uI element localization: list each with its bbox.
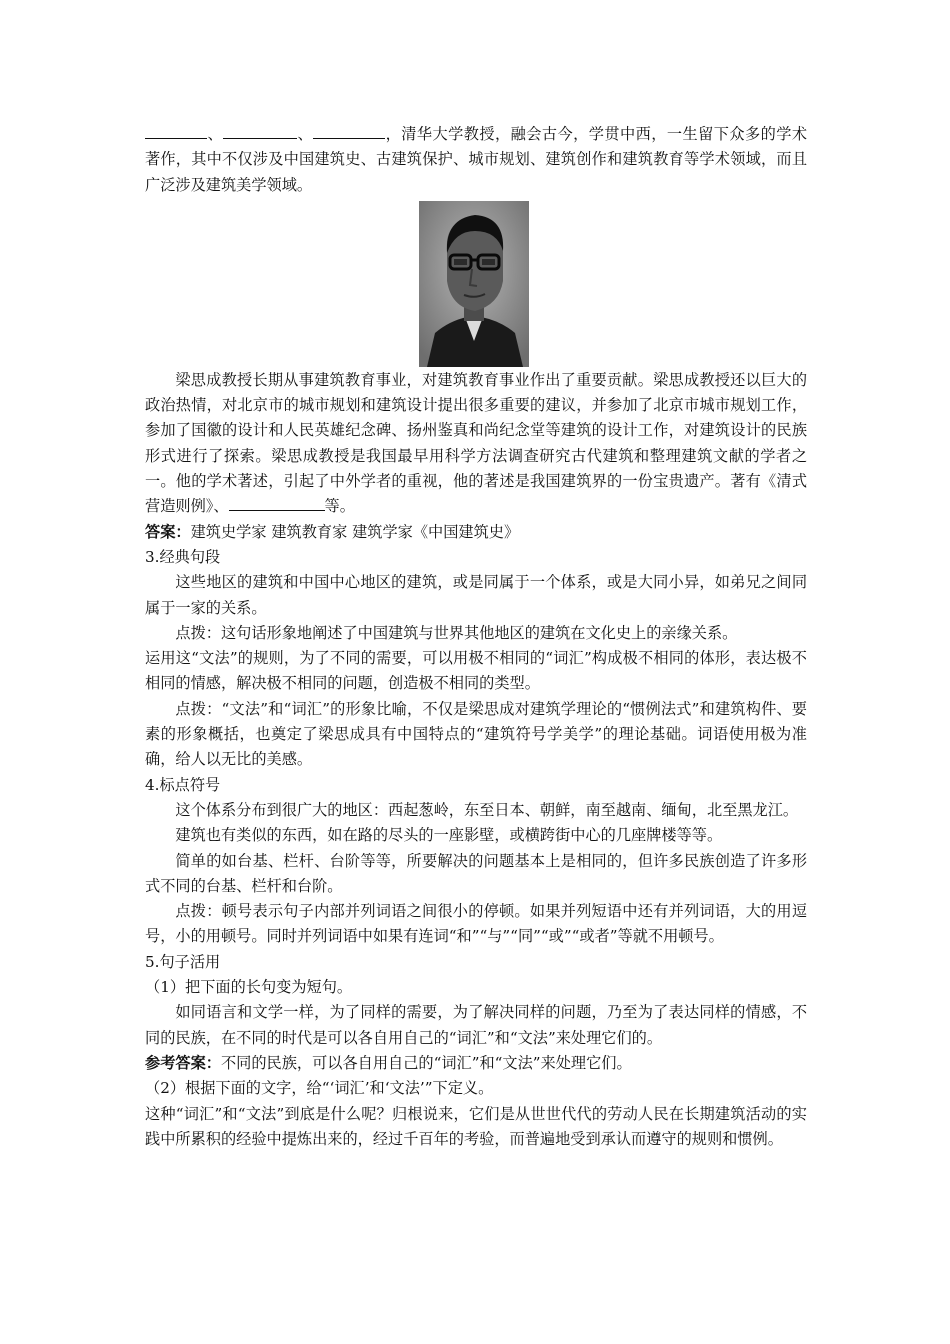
section-5-heading: 5.句子活用	[145, 952, 221, 971]
portrait-illustration	[419, 201, 529, 367]
fill-blank-3[interactable]	[313, 123, 385, 139]
sec4-example-2: 建筑也有类似的东西，如在路的尽头的一座影壁，或横跨街中心的几座牌楼等等。	[175, 826, 723, 845]
section-3-heading: 3.经典句段	[145, 547, 221, 566]
answer-text: 建筑史学家 建筑教育家 建筑学家《中国建筑史》	[190, 522, 520, 541]
fill-blank-2[interactable]	[223, 123, 297, 139]
portrait-area	[145, 198, 807, 368]
sec5-question-2: （2）根据下面的文字，给“‘词汇’和‘文法’”下定义。	[145, 1079, 494, 1098]
section-4-heading: 4.标点符号	[145, 775, 221, 794]
intro-paragraph: 、 、 ，清华大学教授，融会古今，学贯中西，一生留下众多的学术著作，其中不仅涉及中国建筑史、古建筑保护、城市规划、建筑创作和建筑教育等学术领域，而且广泛涉及建筑美学领域。	[145, 125, 807, 194]
sec3-note-2: 点拨：“文法”和“词汇”的形象比喻，不仅是梁思成对建筑学理论的“惯例法式”和建筑构件、要素的形象概括，也奠定了梁思成具有中国特点的“建筑符号学美学”的理论基础。词语使用极为准确，给人以无比的美感。	[145, 699, 807, 769]
fill-blank-1[interactable]	[145, 123, 207, 139]
bio-paragraph: 梁思成教授长期从事建筑教育事业，对建筑教育事业作出了重要贡献。梁思成教授还以巨大的政治热情，对北京市的城市规划和建筑设计提出很多重要的建议，并参加了北京市城市规划工作，参加了国徽的设计和人民英雄纪念碑、扬州鉴真和尚纪念堂等建筑的设计工作，对建筑设计的民族形式进行了探索。梁思成教授是我国最早用科学方法调查研究古代建筑和整理建筑文献的学者之一。他的学术著述，引起了中外学者的重视，他的著述是我国建筑界的一份宝贵遗产。著有《清式营造则例》、 等。	[145, 370, 807, 516]
sec5-question-2-text: 这种“词汇”和“文法”到底是什么呢？归根说来，它们是从世世代代的劳动人民在长期建筑活动的实践中所累积的经验中提炼出来的，经过千百年的考验，而普遍地受到承认而遵守的规则和惯例。	[145, 1104, 807, 1148]
fill-blank-4[interactable]	[229, 495, 325, 511]
sec3-quote-1: 这些地区的建筑和中国中心地区的建筑，或是同属于一个体系，或是大同小异，如弟兄之间同属于一家的关系。	[145, 573, 807, 617]
reference-answer-label: 参考答案：	[145, 1053, 221, 1072]
sec4-example-1: 这个体系分布到很广大的地区：西起葱岭，东至日本、朝鲜，南至越南、缅甸，北至黑龙江。	[175, 800, 799, 819]
sec4-example-3: 简单的如台基、栏杆、台阶等等，所要解决的问题基本上是相同的，但许多民族创造了许多形式不同的台基、栏杆和台阶。	[145, 851, 807, 895]
sec4-note: 点拨：顿号表示句子内部并列词语之间很小的停顿。如果并列短语中还有并列词语，大的用逗号，小的用顿号。同时并列词语中如果有连词“和”“与”“同”“或”“或者”等就不用顿号。	[145, 902, 807, 946]
sec3-note-1: 点拨：这句话形象地阐述了中国建筑与世界其他地区的建筑在文化史上的亲缘关系。	[175, 623, 738, 642]
portrait-photo	[419, 201, 529, 367]
sec3-quote-2: 运用这“文法”的规则，为了不同的需要，可以用极不相同的“词汇”构成极不相同的体形，表达极不相同的情感，解决极不相同的问题，创造极不相同的类型。	[145, 649, 807, 693]
reference-answer-line	[145, 1051, 807, 1076]
sec5-question-1-text: 如同语言和文学一样，为了同样的需要，为了解决同样的问题，乃至为了表达同样的情感，不同的民族，在不同的时代是可以各自用自己的“词汇”和“文法”来处理它们的。	[145, 1003, 807, 1047]
sec5-question-1: （1）把下面的长句变为短句。	[145, 978, 353, 997]
document-page	[145, 122, 807, 1152]
answer-line	[145, 520, 807, 545]
answer-label: 答案：	[145, 522, 191, 541]
reference-answer-text: 不同的民族，可以各自用自己的“词汇”和“文法”来处理它们。	[220, 1053, 632, 1072]
